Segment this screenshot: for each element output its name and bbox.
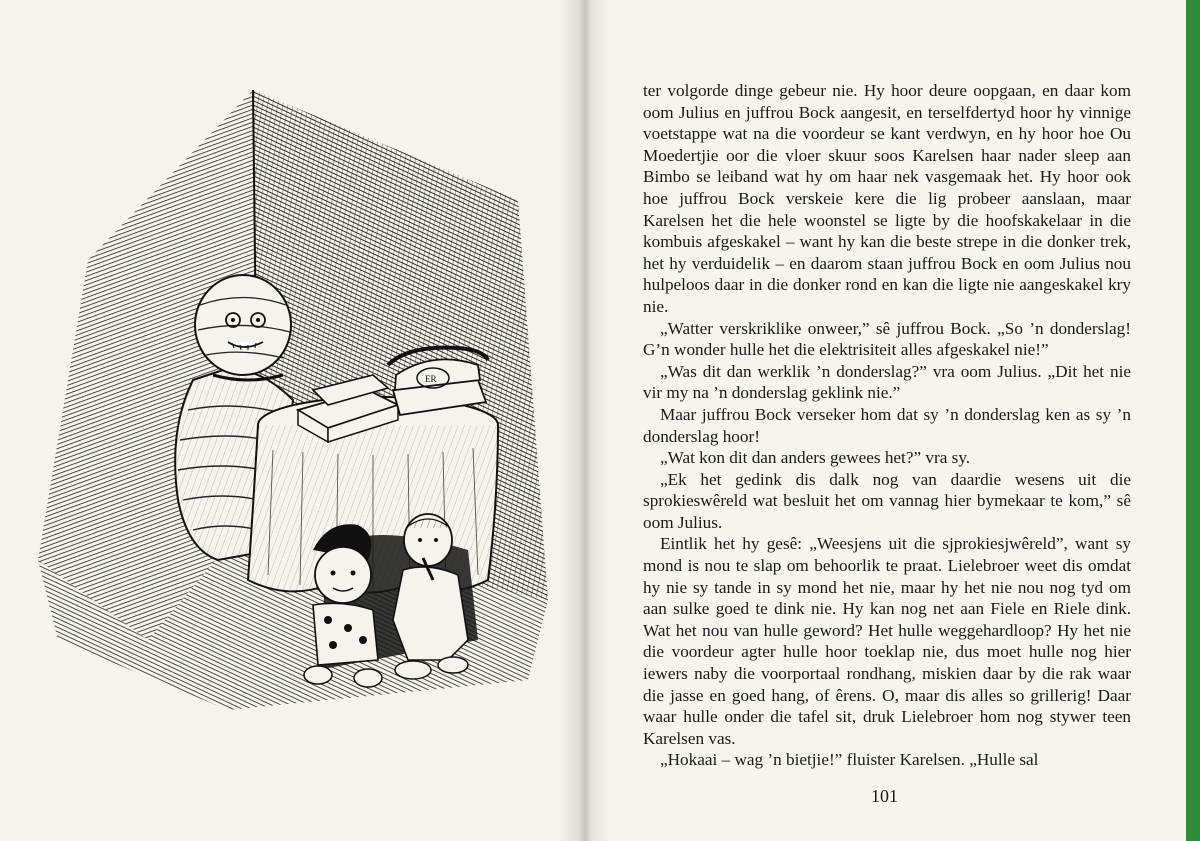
- paragraph: „Wat kon dit dan anders gewees het?” vra sy.: [660, 448, 971, 468]
- left-page: [0, 0, 583, 841]
- paragraph: Eintlik het hy gesê: „Weesjens uit die sjprokiesjwêreld”, want sy mond is nou te slap om behoorlik te praat. Lielebroer weet dis omdat hy nie sy tande in sy mond het nie, maar hy het nie nou nog tyd om aan sulke goed te dink nie. Hy kan nog net aan Fiele en Riele dink. Wat het nou van hulle geword? Het hulle weggehardloop? Hy het nie die voordeur agter hulle hoor toeklap nie, dus moet hulle nog hier iewers naby die voorportaal rondhang, miskien daar by die rak waar die jasse en goed hang, of êrens. O, maar dis alles so grillerig! Daar waar hulle onder die tafel sit, druk Lielebroer hom nog stywer teen Karelsen vas.: [643, 534, 1131, 748]
- paragraph: ter volgorde dinge gebeur nie. Hy hoor deure oopgaan, en daar kom oom Julius en juffrou Bock aangesit, en terselfdertyd hoor hy vinnige voetstappe wat na die voordeur se kant verdwyn, en hy hoor hoe Ou Moedertjie oor die vloer skuur soos Karelsen haar nader sleep aan Bimbo se leiband wat hy om haar nek vasgemaak het. Hy hoor ook hoe juffrou Bock verskeie kere die lig probeer aanslaan, maar Karelsen het die hele woonstel se ligte by die hoofskakelaar in die kombuis afgeskakel – want hy kan die beste strepe in die donker trek, het hy verduidelik – en daarom staan juffrou Bock en oom Julius nou hulpeloos daar in die donker rond en kan die ligte nie aangeskakel kry nie.: [643, 81, 1131, 316]
- paragraph: „Ek het gedink dis dalk nog van daardie wesens uit die sprokieswêreld wat besluit het om vannag hier bymekaar te kom,” sê oom Julius.: [643, 469, 1131, 532]
- ink-drawing-icon: [28, 80, 568, 720]
- paragraph: „Watter verskriklike onweer,” sê juffrou Bock. „So ’n donderslag! G’n wonder hulle het die elektrisiteit alles afgeskakel nie!”: [643, 318, 1131, 360]
- body-text: [643, 80, 1131, 771]
- paragraph: „Hokaai – wag ’n bietjie!” fluister Karelsen. „Hulle sal: [660, 750, 1039, 770]
- paragraph: Maar juffrou Bock verseker hom dat sy ’n donderslag ken as sy ’n donderslag hoor!: [643, 404, 1131, 446]
- right-page: [583, 0, 1186, 841]
- paragraph: „Was dit dan werklik ’n donderslag?” vra oom Julius. „Dit het nie vir my na ’n donderslag geklink nie.”: [643, 361, 1131, 403]
- background-edge: [1186, 0, 1200, 841]
- telephone-label: ER: [425, 374, 437, 384]
- page-number: 101: [871, 786, 898, 806]
